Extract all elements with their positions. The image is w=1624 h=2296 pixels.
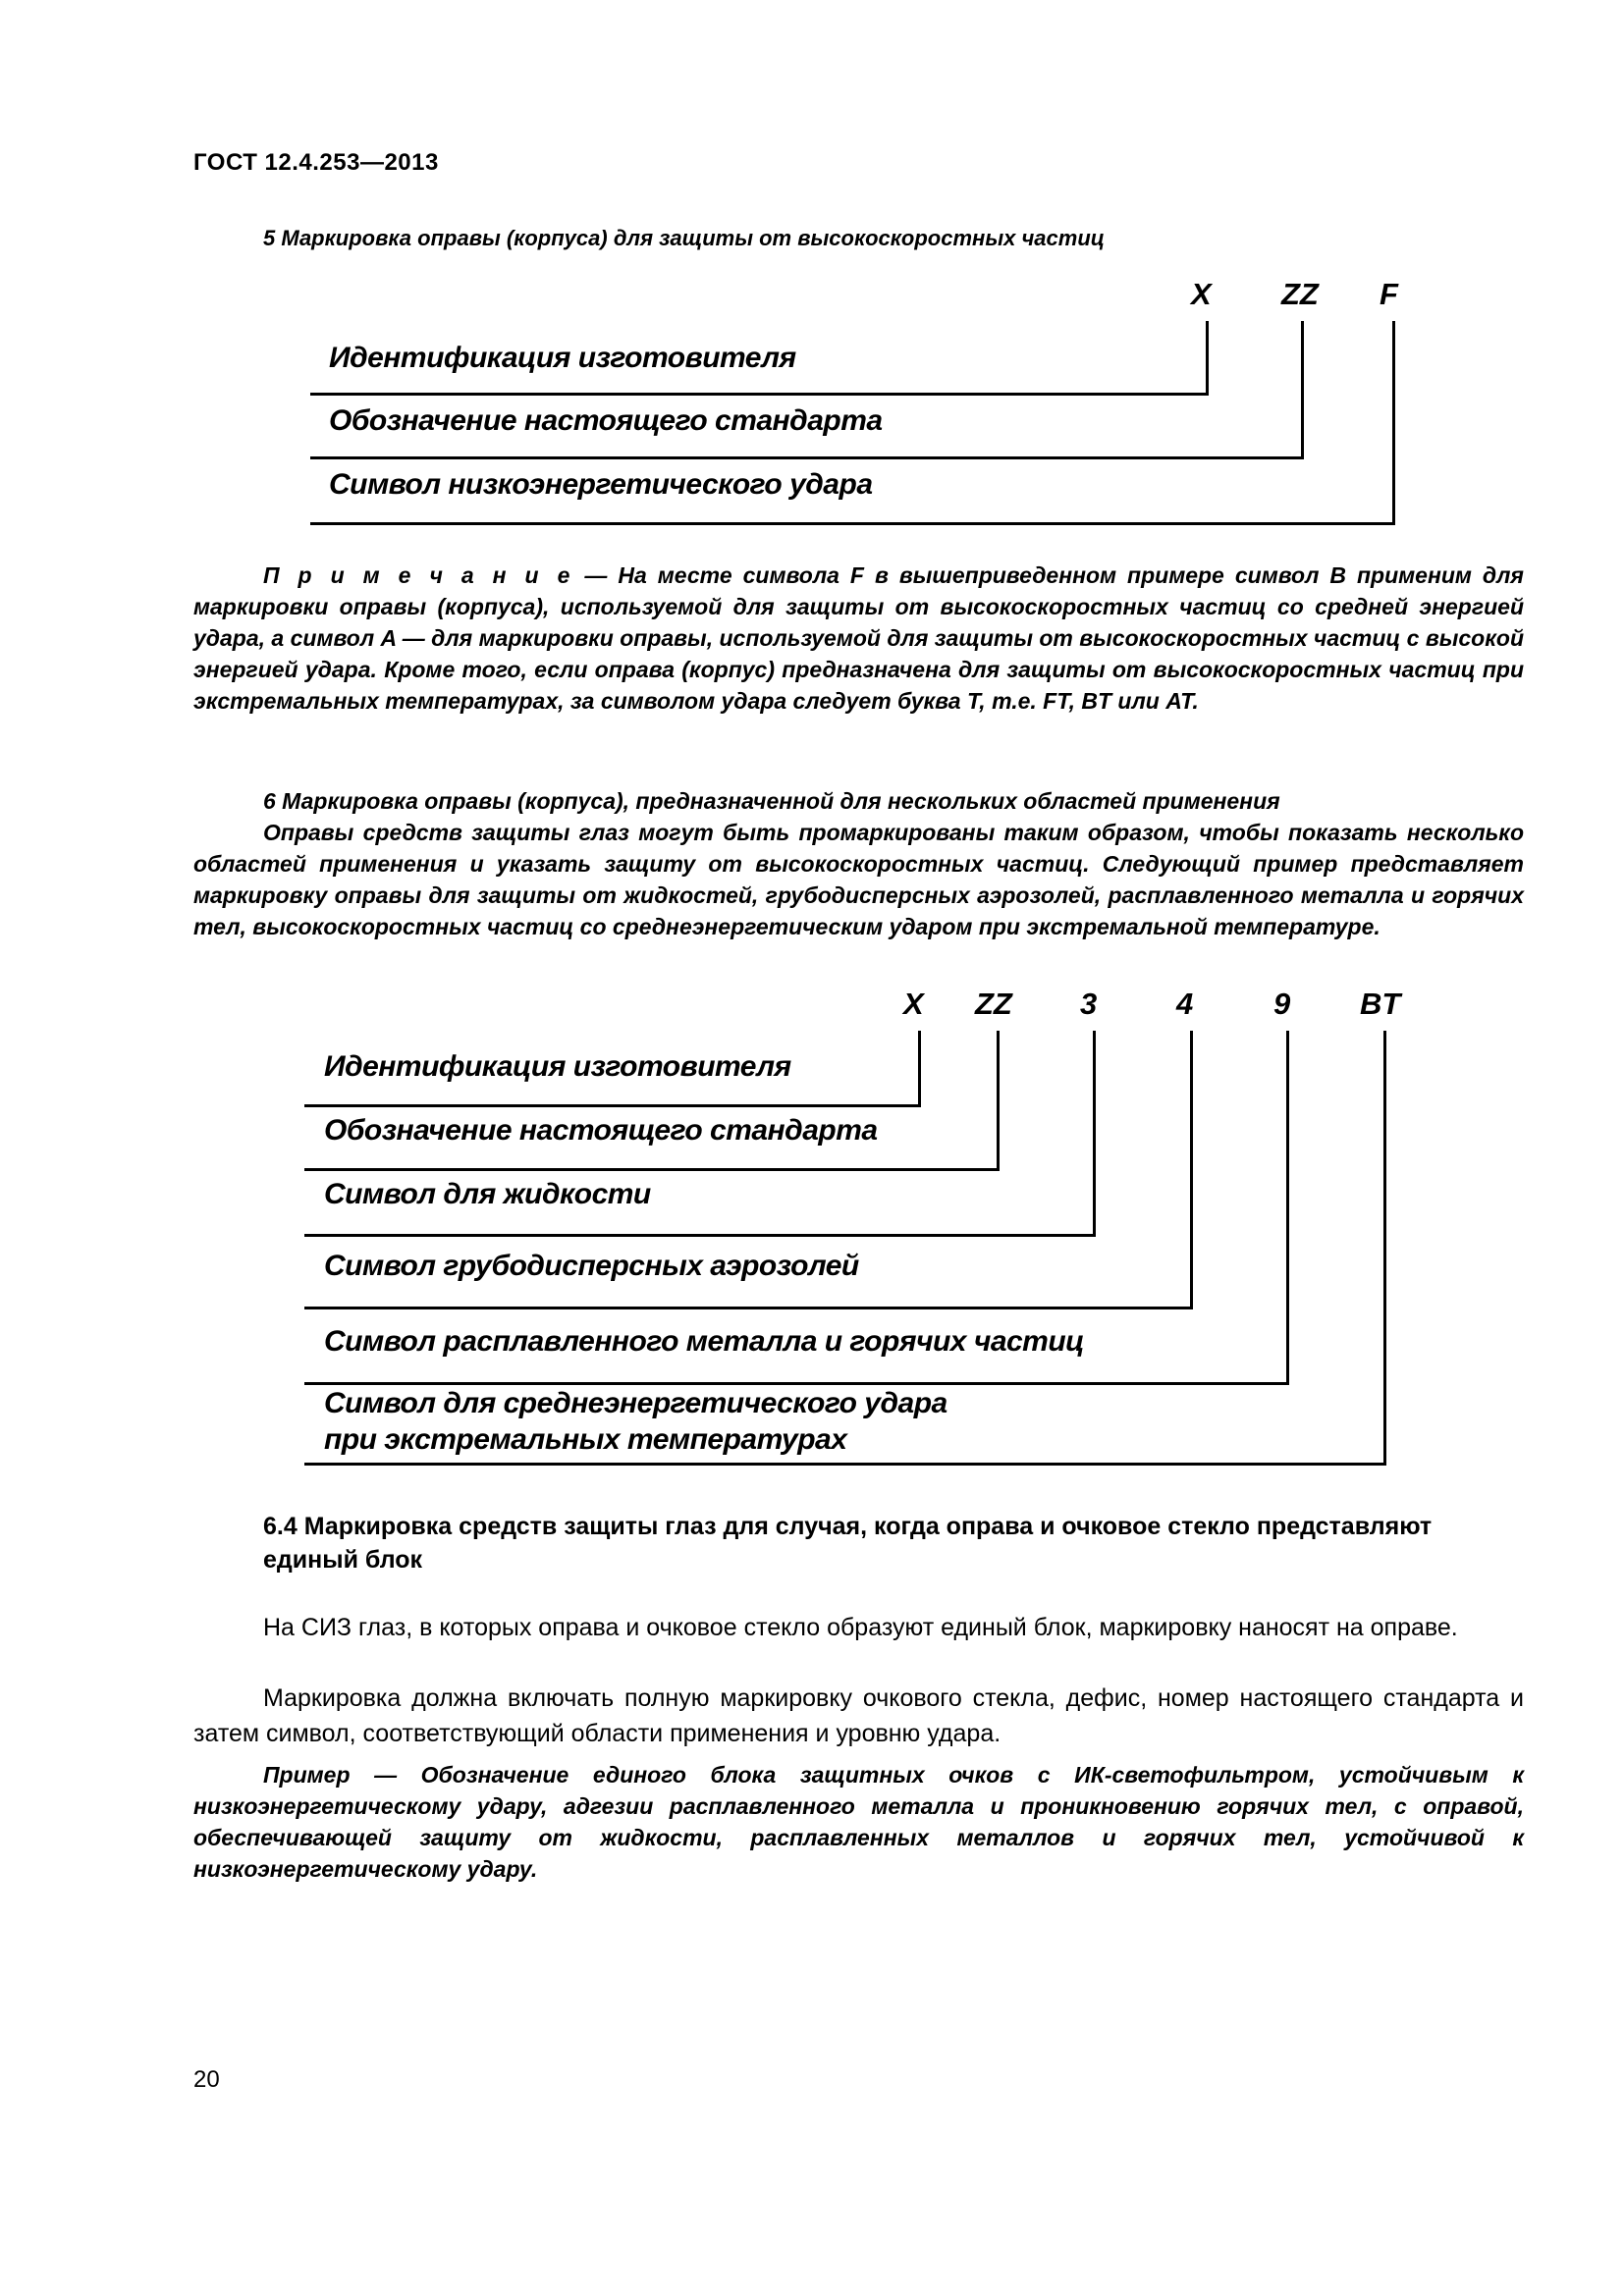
label-extreme-temperatures: при экстремальных температурах <box>324 1423 847 1456</box>
note-prefix: П р и м е ч а н и е <box>263 562 574 588</box>
page-number: 20 <box>193 2066 220 2093</box>
label-low-energy-impact: Символ низкоэнергетического удара <box>329 468 873 501</box>
note-paragraph <box>193 560 1524 717</box>
connector-line <box>310 393 1209 396</box>
label-standard-designation: Обозначение настоящего стандарта <box>324 1114 878 1147</box>
label-manufacturer-id: Идентификация изготовителя <box>329 342 796 374</box>
connector-line <box>304 1234 1096 1237</box>
connector-line <box>918 1031 921 1107</box>
connector-line <box>1286 1031 1289 1385</box>
note-text: — На месте символа F в вышеприведенном примере символ B применим для маркировки оправы (корпуса), используемой для защиты от высокоскоростных частиц со средней энергией удара, а символ A — для маркировки оправы, используемой для защиты от высокоскоростных частиц с высокой энергией удара. Кроме того, если оправа (корпус) предназначена для защиты от высокоскоростных частиц при экстремальных температурах, за символом удара следует буква T, т.е. FT, BT или AT. <box>193 562 1524 714</box>
label-coarse-aerosol-symbol: Символ грубодисперсных аэрозолей <box>324 1250 859 1282</box>
connector-line <box>1301 321 1304 459</box>
connector-line <box>1383 1031 1386 1466</box>
label-medium-energy-impact: Символ для среднеэнергетического удара <box>324 1387 947 1419</box>
connector-line <box>1392 321 1395 525</box>
section6-text: Оправы средств защиты глаз могут быть промаркированы таким образом, чтобы показать несколько областей применения и указать защиту от высокоскоростных частиц. Следующий пример представляет маркировку оправы для защиты от жидкостей, грубодисперсных аэрозолей, расплавленного металла и горячих тел, высокоскоростных частиц со среднеэнергетическим ударом при экстремальной температуре. <box>193 820 1524 939</box>
connector-line <box>304 1168 1000 1171</box>
label-liquid-symbol: Символ для жидкости <box>324 1178 651 1210</box>
symbol-9: 9 <box>1273 987 1291 1021</box>
section5-caption: 5 Маркировка оправы (корпуса) для защиты от высокоскоростных частиц <box>263 226 1105 250</box>
connector-line <box>310 522 1395 525</box>
label-molten-metal-symbol: Символ расплавленного металла и горячих частиц <box>324 1325 1085 1358</box>
label-manufacturer-id: Идентификация изготовителя <box>324 1050 791 1083</box>
connector-line <box>1206 321 1209 396</box>
connector-line <box>304 1382 1289 1385</box>
symbol-3: 3 <box>1080 987 1098 1021</box>
connector-line <box>1093 1031 1096 1237</box>
connector-line <box>304 1307 1193 1309</box>
section-6-4-title: 6.4 Маркировка средств защиты глаз для случая, когда оправа и очковое стекло представляют единый блок <box>263 1513 1433 1574</box>
connector-line <box>310 456 1304 459</box>
connector-line <box>1190 1031 1193 1309</box>
label-standard-designation: Обозначение настоящего стандарта <box>329 404 883 437</box>
section-6-4-paragraph-1: На СИЗ глаз, в которых оправа и очковое стекло образуют единый блок, маркировку наносят на оправе. <box>263 1614 1458 1641</box>
symbol-x: X <box>1191 277 1212 311</box>
section-6-4-paragraph-2: Маркировка должна включать полную маркировку очкового стекла, дефис, номер настоящего стандарта и затем символ, соответствующий области применения и уровню удара. <box>193 1684 1524 1747</box>
symbol-bt: BT <box>1360 987 1401 1021</box>
example-paragraph: Пример — Обозначение единого блока защитных очков с ИК-светофильтром, устойчивым к низкоэнергетическому удару, адгезии расплавленного металла и проникновению горячих тел, с оправой, обеспечивающей защиту от жидкости, расплавленных металлов и горячих тел, устойчивой к низкоэнергетическому удару. <box>193 1762 1524 1882</box>
symbol-x: X <box>903 987 924 1021</box>
symbol-zz: ZZ <box>975 987 1012 1021</box>
connector-line <box>304 1104 921 1107</box>
section6-caption: 6 Маркировка оправы (корпуса), предназначенной для нескольких областей применения <box>263 788 1280 814</box>
connector-line <box>304 1463 1386 1466</box>
symbol-f: F <box>1380 277 1398 311</box>
symbol-zz: ZZ <box>1281 277 1319 311</box>
connector-line <box>997 1031 1000 1171</box>
document-header: ГОСТ 12.4.253—2013 <box>193 149 439 176</box>
symbol-4: 4 <box>1176 987 1194 1021</box>
